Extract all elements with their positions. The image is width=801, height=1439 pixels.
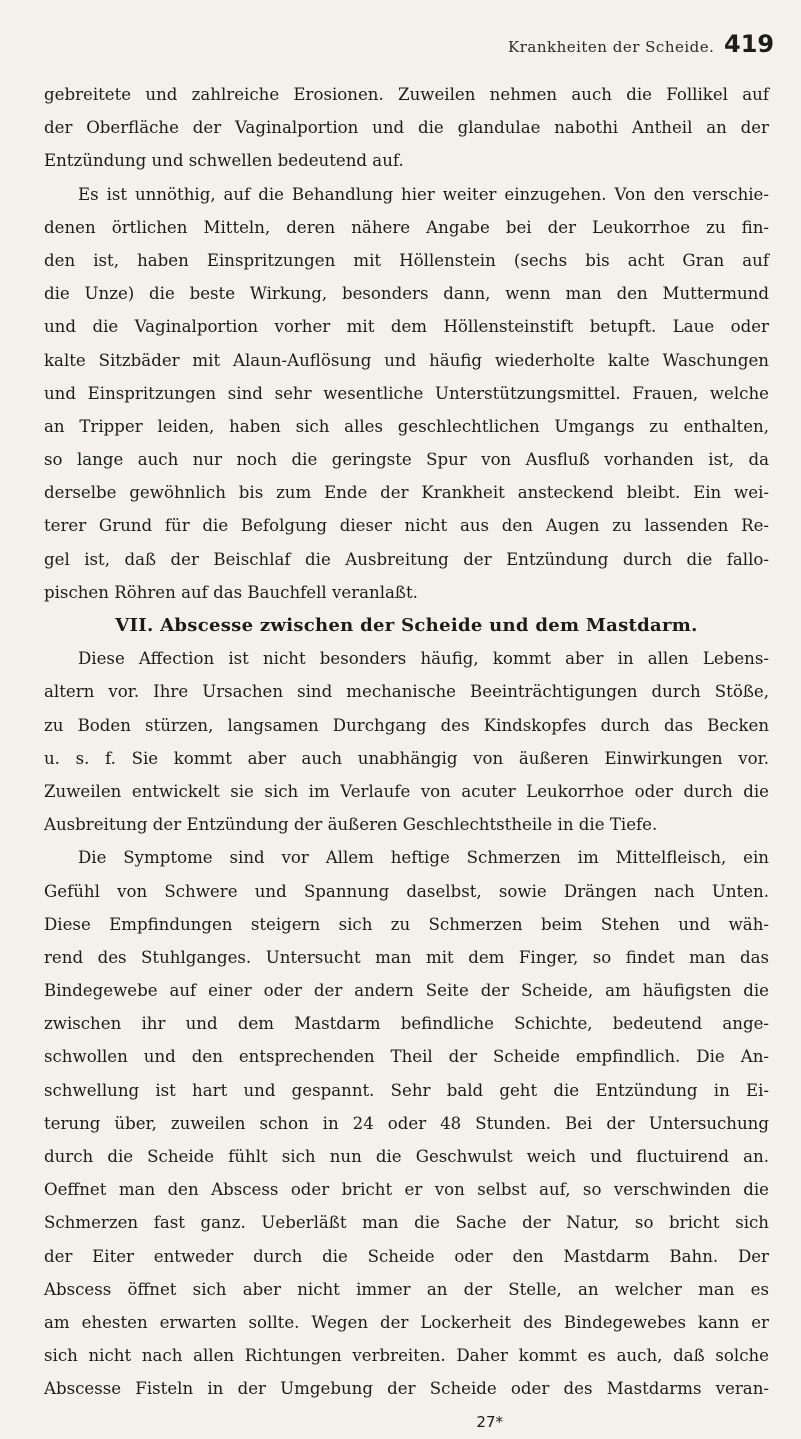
text-line: Schmerzen fast ganz. Ueberläßt man die Sache der Natur, so bricht sich — [44, 1213, 769, 1233]
text-line: Diese Affection ist nicht besonders häufig, kommt aber in allen Lebens- — [78, 649, 769, 669]
text-line: Entzündung und schwellen bedeutend auf. — [44, 151, 404, 171]
page-number: 419 — [724, 30, 775, 58]
text-line: Oeffnet man den Abscess oder bricht er von selbst auf, so verschwinden die — [44, 1180, 769, 1200]
text-line: und Einspritzungen sind sehr wesentliche Unterstützungsmittel. Frauen, welche — [44, 383, 769, 403]
text-line: u. s. f. Sie kommt aber auch unabhängig von äußeren Einwirkungen vor. — [44, 748, 769, 768]
text-line: gel ist, daß der Beischlaf die Ausbreitung der Entzündung durch die fallo- — [44, 549, 769, 569]
text-line: terer Grund für die Befolgung dieser nicht aus den Augen zu lassenden Re- — [44, 516, 769, 536]
text-line: Abscess öffnet sich aber nicht immer an der Stelle, an welcher man es — [44, 1279, 769, 1299]
text-line: zu Boden stürzen, langsamen Durchgang des Kindskopfes durch das Becken — [44, 715, 769, 735]
text-line: Die Symptome sind vor Allem heftige Schmerzen im Mittelfleisch, ein — [78, 848, 769, 868]
text-line: die Unze) die beste Wirkung, besonders dann, wenn man den Muttermund — [44, 284, 769, 304]
text-line: so lange auch nur noch die geringste Spur von Ausfluß vorhanden ist, da — [44, 450, 769, 470]
text-line: gebreitete und zahlreiche Erosionen. Zuweilen nehmen auch die Follikel auf — [44, 85, 769, 104]
text-line: durch die Scheide fühlt sich nun die Geschwulst weich und fluctuirend an. — [44, 1147, 769, 1166]
body-text — [44, 78, 769, 1439]
running-head: Krankheiten der Scheide. — [508, 38, 715, 56]
text-line: Diese Empfindungen steigern sich zu Schmerzen beim Stehen und wäh- — [44, 914, 769, 934]
text-line: schwellung ist hart und gespannt. Sehr bald geht die Entzündung in Ei- — [44, 1080, 769, 1100]
text-line: und die Vaginalportion vorher mit dem Höllensteinstift betupft. Laue oder — [44, 317, 769, 337]
text-line: altern vor. Ihre Ursachen sind mechanische Beeinträchtigungen durch Stöße, — [44, 682, 769, 702]
text-line: derselbe gewöhnlich bis zum Ende der Krankheit ansteckend bleibt. Ein wei- — [44, 483, 769, 503]
text-line: rend des Stuhlganges. Untersucht man mit dem Finger, so findet man das — [44, 947, 769, 967]
text-line: der Eiter entweder durch die Scheide oder den Mastdarm Bahn. Der — [44, 1246, 769, 1266]
text-line: terung über, zuweilen schon in 24 oder 48 Stunden. Bei der Untersuchung — [44, 1113, 769, 1133]
text-line: der Oberfläche der Vaginalportion und die glandulae nabothi Antheil an der — [44, 118, 769, 138]
text-line: Zuweilen entwickelt sie sich im Verlaufe von acuter Leukorrhoe oder durch die — [44, 781, 769, 801]
text-line: pischen Röhren auf das Bauchfell veranlaßt. — [44, 582, 418, 602]
text-line: den ist, haben Einspritzungen mit Höllenstein (sechs bis acht Gran auf — [44, 250, 769, 270]
text-line: sich nicht nach allen Richtungen verbreiten. Daher kommt es auch, daß solche — [44, 1346, 769, 1366]
text-line: an Tripper leiden, haben sich alles geschlechtlichen Umgangs zu enthalten, — [44, 416, 769, 436]
text-line: zwischen ihr und dem Mastdarm befindliche Schichte, bedeutend ange- — [44, 1014, 769, 1034]
text-line: kalte Sitzbäder mit Alaun-Auflösung und häufig wiederholte kalte Waschungen — [44, 350, 769, 370]
text-line: Bindegewebe auf einer oder der andern Seite der Scheide, am häufigsten die — [44, 981, 769, 1001]
section-heading: VII. Abscesse zwischen der Scheide und dem Mastdarm. — [115, 615, 698, 636]
text-line: denen örtlichen Mitteln, deren nähere Angabe bei der Leukorrhoe zu fin- — [44, 217, 769, 237]
signature-mark: 27* — [476, 1412, 503, 1431]
text-line: Abscesse Fisteln in der Umgebung der Scheide oder des Mastdarms veran- — [44, 1379, 769, 1399]
text-line: Es ist unnöthig, auf die Behandlung hier weiter einzugehen. Von den verschie- — [78, 184, 769, 204]
text-line: am ehesten erwarten sollte. Wegen der Lockerheit des Bindegewebes kann er — [44, 1312, 769, 1332]
text-line: Ausbreitung der Entzündung der äußeren Geschlechtstheile in die Tiefe. — [44, 815, 658, 835]
text-line: schwollen und den entsprechenden Theil der Scheide empfindlich. Die An- — [44, 1047, 769, 1067]
text-line: Gefühl von Schwere und Spannung daselbst, sowie Drängen nach Unten. — [44, 881, 769, 901]
